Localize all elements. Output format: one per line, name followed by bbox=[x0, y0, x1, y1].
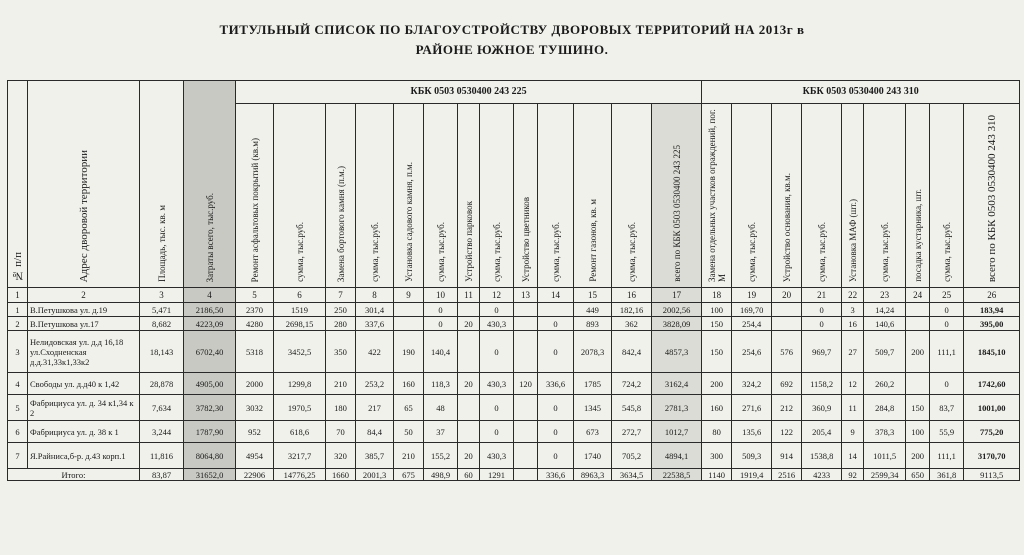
col-number: 9 bbox=[394, 288, 424, 303]
address-cell: В.Петушкова ул. д.19 bbox=[28, 303, 140, 317]
table-cell: 55,9 bbox=[930, 421, 964, 443]
table-cell: 18,143 bbox=[140, 331, 184, 373]
table-cell: 2698,15 bbox=[274, 317, 326, 331]
kbk-header-row bbox=[8, 81, 1020, 104]
address-cell: Свободы ул. д.д40 к 1,42 bbox=[28, 373, 140, 395]
col-header-total-cost: Затраты всего, тыс.руб. bbox=[184, 81, 236, 288]
table-cell bbox=[394, 317, 424, 331]
table-cell: 576 bbox=[772, 331, 802, 373]
total-cell: 1660 bbox=[326, 469, 356, 481]
table-body bbox=[8, 303, 1020, 481]
table-cell: 4954 bbox=[236, 443, 274, 469]
total-cell: 22538,5 bbox=[652, 469, 702, 481]
table-cell: 1785 bbox=[574, 373, 612, 395]
table-cell bbox=[458, 331, 480, 373]
col-header-sum: сумма, тыс.руб. bbox=[480, 104, 514, 288]
table-cell: 160 bbox=[394, 373, 424, 395]
table-cell bbox=[514, 331, 538, 373]
table-row bbox=[8, 373, 1020, 395]
table-cell bbox=[514, 317, 538, 331]
table-cell: 0 bbox=[538, 331, 574, 373]
col-header-kbk310-total: всего по КБК 0503 0530400 243 310 bbox=[964, 104, 1020, 288]
total-cell: 361,8 bbox=[930, 469, 964, 481]
table-cell: 509,3 bbox=[732, 443, 772, 469]
table-cell: 160 bbox=[702, 395, 732, 421]
table-cell: 135,6 bbox=[732, 421, 772, 443]
table-cell: 272,7 bbox=[612, 421, 652, 443]
table-cell: 0 bbox=[930, 303, 964, 317]
table-cell: 320 bbox=[326, 443, 356, 469]
table-cell: 8,682 bbox=[140, 317, 184, 331]
table-cell: 48 bbox=[424, 395, 458, 421]
table-cell: 0 bbox=[538, 421, 574, 443]
total-cell: 3634,5 bbox=[612, 469, 652, 481]
table-cell: 182,16 bbox=[612, 303, 652, 317]
table-cell: 1740 bbox=[574, 443, 612, 469]
table-cell: 140,4 bbox=[424, 331, 458, 373]
table-cell: 336,6 bbox=[538, 373, 574, 395]
table-cell bbox=[906, 303, 930, 317]
table-cell: 200 bbox=[906, 443, 930, 469]
address-cell: Нелидовская ул. д.д 16,18 ул.Сходненская д.д.31,33к1,33к2 bbox=[28, 331, 140, 373]
table-cell bbox=[772, 317, 802, 331]
table-cell: 3170,70 bbox=[964, 443, 1020, 469]
table-cell bbox=[906, 373, 930, 395]
table-cell: 0 bbox=[930, 373, 964, 395]
col-number: 3 bbox=[140, 288, 184, 303]
title-list-table bbox=[7, 80, 1020, 481]
table-cell: 11 bbox=[842, 395, 864, 421]
total-label: Итого: bbox=[8, 469, 140, 481]
table-cell bbox=[458, 421, 480, 443]
table-cell bbox=[772, 303, 802, 317]
col-number: 16 bbox=[612, 288, 652, 303]
table-cell: 350 bbox=[326, 331, 356, 373]
total-cell: 650 bbox=[906, 469, 930, 481]
table-cell: 545,8 bbox=[612, 395, 652, 421]
table-cell: 337,6 bbox=[356, 317, 394, 331]
table-cell: 150 bbox=[906, 395, 930, 421]
total-cell: 22906 bbox=[236, 469, 274, 481]
table-cell: 20 bbox=[458, 443, 480, 469]
col-number: 15 bbox=[574, 288, 612, 303]
total-cell: 83,87 bbox=[140, 469, 184, 481]
table-cell: 1158,2 bbox=[802, 373, 842, 395]
table-cell: 122 bbox=[772, 421, 802, 443]
table-cell: 150 bbox=[702, 317, 732, 331]
col-header-garden-stone: Установка садового камня, п.м. bbox=[394, 104, 424, 288]
table-cell: 16 bbox=[842, 317, 864, 331]
col-number: 18 bbox=[702, 288, 732, 303]
col-number: 10 bbox=[424, 288, 458, 303]
table-cell: 618,6 bbox=[274, 421, 326, 443]
table-cell bbox=[514, 421, 538, 443]
total-cell bbox=[514, 469, 538, 481]
table-cell: 378,3 bbox=[864, 421, 906, 443]
table-cell: 2078,3 bbox=[574, 331, 612, 373]
total-cell: 675 bbox=[394, 469, 424, 481]
table-cell: 0 bbox=[802, 317, 842, 331]
table-cell: 1001,00 bbox=[964, 395, 1020, 421]
col-number: 5 bbox=[236, 288, 274, 303]
col-header-sum: сумма, тыс.руб. bbox=[864, 104, 906, 288]
table-cell: 70 bbox=[326, 421, 356, 443]
table-cell: 20 bbox=[458, 373, 480, 395]
col-header-sum: сумма, тыс.руб. bbox=[356, 104, 394, 288]
table-cell: 724,2 bbox=[612, 373, 652, 395]
table-cell bbox=[514, 443, 538, 469]
total-cell: 1140 bbox=[702, 469, 732, 481]
table-cell: 2781,3 bbox=[652, 395, 702, 421]
col-number: 23 bbox=[864, 288, 906, 303]
table-cell: 0 bbox=[480, 331, 514, 373]
table-cell bbox=[906, 317, 930, 331]
table-cell: 180 bbox=[326, 395, 356, 421]
col-header-flowerbeds: Устройство цветников bbox=[514, 104, 538, 288]
table-cell: 254,4 bbox=[732, 317, 772, 331]
table-cell: 1012,7 bbox=[652, 421, 702, 443]
table-cell: 37 bbox=[424, 421, 458, 443]
total-cell: 4233 bbox=[802, 469, 842, 481]
table-cell: 430,3 bbox=[480, 443, 514, 469]
table-cell: 284,8 bbox=[864, 395, 906, 421]
col-number: 19 bbox=[732, 288, 772, 303]
table-cell: 1345 bbox=[574, 395, 612, 421]
table-cell: 140,6 bbox=[864, 317, 906, 331]
table-cell: 84,4 bbox=[356, 421, 394, 443]
table-cell: 3828,09 bbox=[652, 317, 702, 331]
total-cell: 2516 bbox=[772, 469, 802, 481]
col-header-kbk225-total: всего по КБК 0503 0530400 243 225 bbox=[652, 104, 702, 288]
column-number-row bbox=[8, 288, 1020, 303]
table-cell: 1970,5 bbox=[274, 395, 326, 421]
kbk-225-header: КБК 0503 0530400 243 225 bbox=[236, 81, 702, 104]
table-cell: 254,6 bbox=[732, 331, 772, 373]
table-cell: 449 bbox=[574, 303, 612, 317]
col-number: 12 bbox=[480, 288, 514, 303]
table-cell: 3782,30 bbox=[184, 395, 236, 421]
table-cell: 385,7 bbox=[356, 443, 394, 469]
col-number: 24 bbox=[906, 288, 930, 303]
kbk-310-header: КБК 0503 0530400 243 310 bbox=[702, 81, 1020, 104]
col-header-sum: сумма, тыс.руб. bbox=[424, 104, 458, 288]
col-header-num: № п/п bbox=[8, 81, 28, 288]
col-number: 14 bbox=[538, 288, 574, 303]
col-number: 21 bbox=[802, 288, 842, 303]
table-cell: 2186,50 bbox=[184, 303, 236, 317]
col-header-curb: Замена бортового камня (п.м.) bbox=[326, 104, 356, 288]
table-cell: 120 bbox=[514, 373, 538, 395]
document-title-line1: ТИТУЛЬНЫЙ СПИСОК ПО БЛАГОУСТРОЙСТВУ ДВОРОВЫХ ТЕРРИТОРИЙ НА 2013г в bbox=[219, 22, 805, 37]
table-cell: 3 bbox=[8, 331, 28, 373]
col-header-base: Устройство основания, кв.м. bbox=[772, 104, 802, 288]
table-cell: 4223,09 bbox=[184, 317, 236, 331]
table-cell: 111,1 bbox=[930, 331, 964, 373]
table-cell: 1787,90 bbox=[184, 421, 236, 443]
table-cell: 1538,8 bbox=[802, 443, 842, 469]
table-cell: 3452,5 bbox=[274, 331, 326, 373]
table-row bbox=[8, 443, 1020, 469]
table-cell: 705,2 bbox=[612, 443, 652, 469]
table-cell: 65 bbox=[394, 395, 424, 421]
total-row bbox=[8, 469, 1020, 481]
total-cell: 14776,25 bbox=[274, 469, 326, 481]
col-header-sum: сумма, тыс.руб. bbox=[538, 104, 574, 288]
table-cell: 3 bbox=[842, 303, 864, 317]
table-cell: 217 bbox=[356, 395, 394, 421]
table-cell: 80 bbox=[702, 421, 732, 443]
table-row bbox=[8, 421, 1020, 443]
table-cell: 673 bbox=[574, 421, 612, 443]
table-cell: 692 bbox=[772, 373, 802, 395]
table-cell: 5 bbox=[8, 395, 28, 421]
table-cell: 0 bbox=[538, 317, 574, 331]
table-cell: 9 bbox=[842, 421, 864, 443]
table-cell: 914 bbox=[772, 443, 802, 469]
col-number: 4 bbox=[184, 288, 236, 303]
total-cell: 8963,3 bbox=[574, 469, 612, 481]
table-cell: 6 bbox=[8, 421, 28, 443]
col-number: 20 bbox=[772, 288, 802, 303]
table-cell bbox=[514, 303, 538, 317]
table-cell: 509,7 bbox=[864, 331, 906, 373]
table-cell: 422 bbox=[356, 331, 394, 373]
table-cell: 111,1 bbox=[930, 443, 964, 469]
table-cell: 100 bbox=[906, 421, 930, 443]
table-cell: 190 bbox=[394, 331, 424, 373]
col-number: 1 bbox=[8, 288, 28, 303]
table-cell: 5318 bbox=[236, 331, 274, 373]
table-cell: 83,7 bbox=[930, 395, 964, 421]
col-number: 26 bbox=[964, 288, 1020, 303]
table-cell bbox=[514, 395, 538, 421]
table-cell bbox=[394, 303, 424, 317]
col-header-sum: сумма, тыс.руб. bbox=[274, 104, 326, 288]
table-cell: 1519 bbox=[274, 303, 326, 317]
table-cell: 0 bbox=[802, 303, 842, 317]
col-header-shrubs: посадка кустарника, шт. bbox=[906, 104, 930, 288]
table-cell: 271,6 bbox=[732, 395, 772, 421]
table-cell: 3032 bbox=[236, 395, 274, 421]
table-cell: 430,3 bbox=[480, 373, 514, 395]
table-cell: 300 bbox=[702, 443, 732, 469]
total-cell: 498,9 bbox=[424, 469, 458, 481]
table-cell: 253,2 bbox=[356, 373, 394, 395]
table-cell: 4905,00 bbox=[184, 373, 236, 395]
col-header-maf: Установка МАФ (шт.) bbox=[842, 104, 864, 288]
table-cell: 952 bbox=[236, 421, 274, 443]
table-cell bbox=[458, 303, 480, 317]
document-title-line2: РАЙОНЕ ЮЖНОЕ ТУШИНО. bbox=[415, 42, 609, 57]
table-cell: 1011,5 bbox=[864, 443, 906, 469]
col-number: 7 bbox=[326, 288, 356, 303]
table-cell: 212 bbox=[772, 395, 802, 421]
table-cell: 0 bbox=[424, 317, 458, 331]
table-cell: 200 bbox=[702, 373, 732, 395]
table-cell: 3217,7 bbox=[274, 443, 326, 469]
table-cell: 3162,4 bbox=[652, 373, 702, 395]
total-cell: 1919,4 bbox=[732, 469, 772, 481]
table-cell: 362 bbox=[612, 317, 652, 331]
col-header-area: Площадь, тыс. кв. м bbox=[140, 81, 184, 288]
table-cell: 0 bbox=[930, 317, 964, 331]
col-header-address: Адрес дворовой территории bbox=[28, 81, 140, 288]
total-cell: 2001,3 bbox=[356, 469, 394, 481]
table-cell: 100 bbox=[702, 303, 732, 317]
col-header-lawn: Ремонт газонов, кв. м bbox=[574, 104, 612, 288]
table-cell: 430,3 bbox=[480, 317, 514, 331]
address-cell: Фабрициуса ул. д. 38 к 1 bbox=[28, 421, 140, 443]
table-cell: 205,4 bbox=[802, 421, 842, 443]
table-cell: 183,94 bbox=[964, 303, 1020, 317]
table-cell bbox=[538, 303, 574, 317]
table-cell: 0 bbox=[424, 303, 458, 317]
address-cell: В.Петушкова ул.17 bbox=[28, 317, 140, 331]
table-cell: 6702,40 bbox=[184, 331, 236, 373]
table-cell: 50 bbox=[394, 421, 424, 443]
table-row bbox=[8, 395, 1020, 421]
address-cell: Я.Райниса,б-р. д.43 корп.1 bbox=[28, 443, 140, 469]
table-cell: 969,7 bbox=[802, 331, 842, 373]
table-cell: 0 bbox=[538, 443, 574, 469]
table-cell: 150 bbox=[702, 331, 732, 373]
table-cell: 28,878 bbox=[140, 373, 184, 395]
col-number: 11 bbox=[458, 288, 480, 303]
table-cell: 2370 bbox=[236, 303, 274, 317]
table-cell: 842,4 bbox=[612, 331, 652, 373]
table-row bbox=[8, 317, 1020, 331]
table-cell: 7,634 bbox=[140, 395, 184, 421]
total-cell: 31652,0 bbox=[184, 469, 236, 481]
total-cell: 92 bbox=[842, 469, 864, 481]
table-cell: 12 bbox=[842, 373, 864, 395]
table-cell: 27 bbox=[842, 331, 864, 373]
table-cell: 14,24 bbox=[864, 303, 906, 317]
table-cell: 8064,80 bbox=[184, 443, 236, 469]
table-cell: 210 bbox=[326, 373, 356, 395]
col-number: 6 bbox=[274, 288, 326, 303]
table-cell: 118,3 bbox=[424, 373, 458, 395]
table-cell: 5,471 bbox=[140, 303, 184, 317]
table-cell bbox=[458, 395, 480, 421]
table-cell: 169,70 bbox=[732, 303, 772, 317]
total-cell: 60 bbox=[458, 469, 480, 481]
col-header-sum: сумма, тыс.руб. bbox=[732, 104, 772, 288]
table-cell: 200 bbox=[906, 331, 930, 373]
col-header-sum: сумма, тыс.руб. bbox=[802, 104, 842, 288]
col-header-parking: Устройство парковок bbox=[458, 104, 480, 288]
table-cell: 7 bbox=[8, 443, 28, 469]
table-cell: 4280 bbox=[236, 317, 274, 331]
table-cell: 155,2 bbox=[424, 443, 458, 469]
table-cell: 4857,3 bbox=[652, 331, 702, 373]
table-cell: 301,4 bbox=[356, 303, 394, 317]
col-number: 13 bbox=[514, 288, 538, 303]
col-header-asphalt: Ремонт асфальтовых покрытий (кв.м) bbox=[236, 104, 274, 288]
total-cell: 336,6 bbox=[538, 469, 574, 481]
table-cell: 0 bbox=[480, 303, 514, 317]
table-cell: 250 bbox=[326, 303, 356, 317]
table-cell: 4894,1 bbox=[652, 443, 702, 469]
total-cell: 1291 bbox=[480, 469, 514, 481]
table-cell: 210 bbox=[394, 443, 424, 469]
table-cell: 360,9 bbox=[802, 395, 842, 421]
table-cell: 324,2 bbox=[732, 373, 772, 395]
table-cell: 2002,56 bbox=[652, 303, 702, 317]
col-number: 2 bbox=[28, 288, 140, 303]
table-cell: 1299,8 bbox=[274, 373, 326, 395]
col-number: 22 bbox=[842, 288, 864, 303]
table-cell: 0 bbox=[538, 395, 574, 421]
total-cell: 2599,34 bbox=[864, 469, 906, 481]
table-cell: 20 bbox=[458, 317, 480, 331]
table-cell: 3,244 bbox=[140, 421, 184, 443]
table-cell: 280 bbox=[326, 317, 356, 331]
table-cell: 395,00 bbox=[964, 317, 1020, 331]
table-cell: 14 bbox=[842, 443, 864, 469]
table-cell: 2 bbox=[8, 317, 28, 331]
table-cell: 260,2 bbox=[864, 373, 906, 395]
col-number: 17 bbox=[652, 288, 702, 303]
table-cell: 893 bbox=[574, 317, 612, 331]
table-row bbox=[8, 331, 1020, 373]
table-cell: 1845,10 bbox=[964, 331, 1020, 373]
total-cell: 9113,5 bbox=[964, 469, 1020, 481]
col-header-sum: сумма, тыс.руб. bbox=[612, 104, 652, 288]
table-cell: 775,20 bbox=[964, 421, 1020, 443]
table-cell: 11,816 bbox=[140, 443, 184, 469]
table-cell: 0 bbox=[480, 421, 514, 443]
table-cell: 4 bbox=[8, 373, 28, 395]
col-number: 25 bbox=[930, 288, 964, 303]
address-cell: Фабрициуса ул. д. 34 к1,34 к 2 bbox=[28, 395, 140, 421]
col-number: 8 bbox=[356, 288, 394, 303]
table-cell: 1 bbox=[8, 303, 28, 317]
table-row bbox=[8, 303, 1020, 317]
table-cell: 2000 bbox=[236, 373, 274, 395]
table-cell: 1742,60 bbox=[964, 373, 1020, 395]
col-header-fence: Замена отдельных участков ограждений, пог. М bbox=[702, 104, 732, 288]
table-cell: 0 bbox=[480, 395, 514, 421]
col-header-sum: сумма, тыс.руб. bbox=[930, 104, 964, 288]
